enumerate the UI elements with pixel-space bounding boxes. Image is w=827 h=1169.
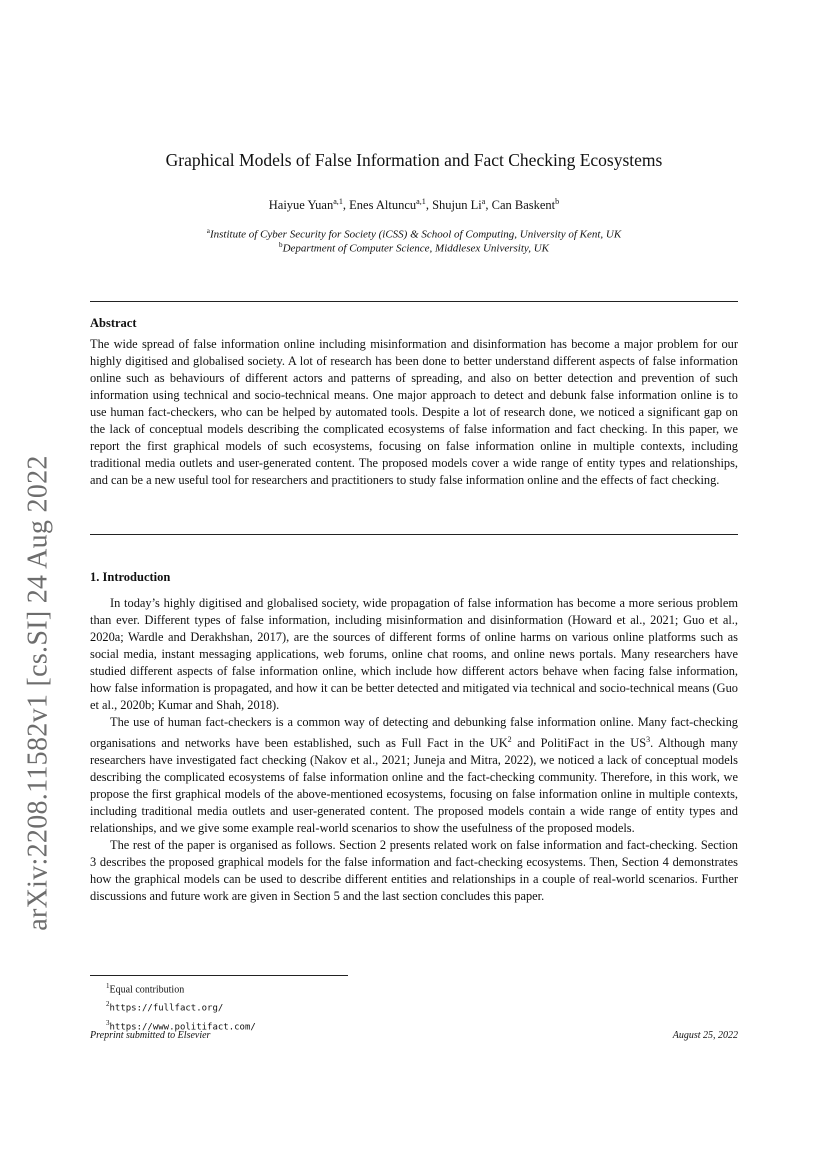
- footnote-link-fullfact[interactable]: https://fullfact.org/: [109, 1003, 224, 1014]
- author-affil-mark: a,1: [333, 197, 343, 206]
- intro-paragraph-3: The rest of the paper is organised as follows. Section 2 presents related work on false information and fact-checking. Section 3 describes the proposed graphical models for the false information and fact-checking ecosystems. Then, Section 4 demonstrates how the graphical models can be used to describe different entities and relationships in a couple of real-world scenarios. Further discussions and future work are given in Section 5 and the last section concludes this paper.: [90, 838, 738, 904]
- author-name: Can Baskent: [491, 198, 556, 213]
- affiliation-text: Institute of Cyber Security for Society (iCSS) & School of Computing, University of Kent, UK: [209, 228, 622, 241]
- intro-p2-part-a: The use of human fact-checkers is a common way of detecting and debunking false information online. Many fact-checking organisations and networks have been established, such as Full Fact in the UK: [90, 715, 738, 751]
- paper-title: Graphical Models of False Information and Fact Checking Ecosystems: [165, 150, 663, 170]
- footnote-1: [106, 979, 256, 997]
- arxiv-stamp-text: arXiv:2208.11582v1 [cs.SI] 24 Aug 2022: [23, 455, 54, 931]
- author-name: Haiyue Yuan: [268, 198, 334, 213]
- footnote-link-politifact[interactable]: https://www.politifact.com/: [109, 1021, 256, 1032]
- intro-p2-part-c: . Although many researchers have investigated fact checking (Nakov et al., 2021; Juneja and Mitra, 2022), we noticed a lack of conceptual models describing the complicated ecosystems of false information online and the fact-checking community. Therefore, in this work, we propose the first graphical models of the above-mentioned ecosystems, focusing on false information online in multiple contexts, including traditional media outlets and user-generated content. The proposed models contain a wide range of entity types and relationships, and we give some example real-world scenarios to show the usefulness of the proposed models.: [90, 736, 738, 836]
- footnote-text: Equal contribution: [109, 984, 185, 996]
- introduction-heading: 1. Introduction: [90, 570, 171, 584]
- preprint-date: August 25, 2022: [672, 1030, 738, 1041]
- footnotes: [106, 979, 256, 1034]
- preprint-note: Preprint submitted to Elsevier: [90, 1030, 211, 1041]
- intro-p2-part-b: and PolitiFact in the US: [511, 736, 647, 751]
- footnote-mark: 3: [106, 1018, 110, 1027]
- footnote-ref-2[interactable]: 2: [507, 735, 512, 744]
- footnote-2: [106, 997, 256, 1015]
- arxiv-side-stamp: [18, 368, 60, 1018]
- abstract-heading: Abstract: [90, 316, 137, 330]
- affiliation-b: [90, 241, 738, 255]
- affiliation-text: Department of Computer Science, Middlesex University, UK: [282, 242, 549, 255]
- author-affil-mark: b: [555, 197, 560, 206]
- author-affil-mark: a: [481, 197, 486, 206]
- intro-paragraph-1: In today’s highly digitised and globalised society, wide propagation of false information has become a more serious problem than ever. Different types of false information, including misinformation and disinformation (Howard et al., 2021; Guo et al., 2020a; Wardle and Derakhshan, 2017), are the sources of different forms of online harms on various online platforms such as social media, instant messaging applications, web forums, online chat rooms, and online news portals. Many researchers have studied different aspects of false information online, which include how different actors behave when facing false information, how false information is propagated, and how it can be better detected and mitigated via technical and socio-technical means (Guo et al., 2020b; Kumar and Shah, 2018).: [90, 596, 738, 712]
- author-list: Haiyue Yuan$^{a,1}$, Enes Altuncu$^{a,1}$, Shujun Li$^a$, Can Baskent$^b$: [268, 197, 560, 213]
- abstract-bottom-rule: [90, 534, 738, 535]
- footnote-ref-3[interactable]: 3: [646, 735, 651, 744]
- affiliation-a: [90, 227, 738, 241]
- abstract-top-rule: [90, 301, 738, 302]
- intro-paragraph-2: [90, 714, 738, 837]
- author-name: Enes Altuncu: [349, 198, 417, 213]
- author-name: Shujun Li: [432, 198, 482, 213]
- affiliation-mark: a: [206, 227, 210, 235]
- footnote-mark: 1: [106, 982, 110, 990]
- introduction-body: [90, 595, 738, 905]
- author-affil-mark: a,1: [416, 197, 426, 206]
- affiliation-mark: b: [279, 241, 283, 249]
- abstract-text: The wide spread of false information online including misinformation and disinformation has become a major problem for our highly digitised and globalised society. A lot of research has been done to better understand different aspects of false information online such as behaviours of different actors and patterns of spreading, and also on better detection and prevention of such information using technical and socio-technical means. One major approach to detect and debunk false information online is to use human fact-checkers, who can be helped by automated tools. Despite a lot of research done, we noticed a significant gap on the lack of conceptual models describing the complicated ecosystems of false information and fact checking. In this paper, we report the first graphical models of such ecosystems, focusing on false information online in multiple contexts, including traditional media outlets and user-generated content. The proposed models cover a wide range of entity types and relationships, and can be a new useful tool for researchers and practitioners to study false information online and the effects of fact checking.: [90, 337, 738, 487]
- footnote-mark: 2: [106, 1000, 110, 1009]
- footnote-rule: [90, 975, 348, 976]
